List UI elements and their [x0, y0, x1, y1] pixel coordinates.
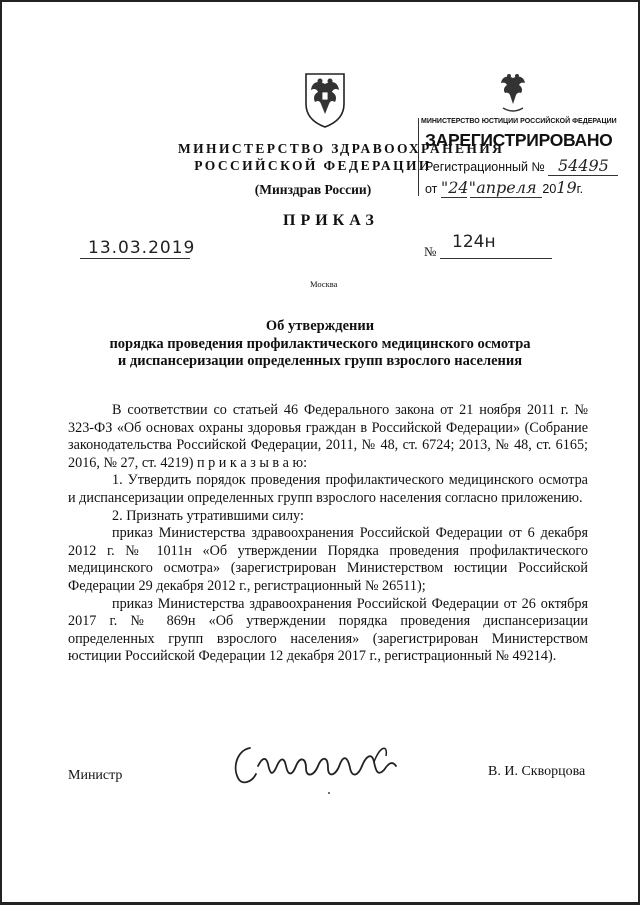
order-date: 13.03.2019: [88, 238, 196, 258]
stamp-date-suffix: г.: [576, 182, 584, 196]
order-body: [68, 402, 588, 666]
order-number-sign: №: [424, 244, 437, 259]
registration-stamp: [418, 118, 617, 197]
order-date-underline: [80, 258, 190, 259]
stamp-date: [425, 178, 583, 198]
body-paragraph-repealed2: приказ Министерства здравоохранения Российской Федерации от 26 октября 2017 г. № 869н «Об утверждении порядка проведения диспансеризации определенных групп взрослого населения» (зарегистрирован Министерством юстиции Российской Федерации 12 декабря 2017 г., регистрационный № 49214).: [68, 595, 588, 665]
body-paragraph-repealed1: приказ Министерства здравоохранения Российской Федерации от 6 декабря 2012 г. № 1011н «Об утверждении Порядка проведения профилактического медицинского осмотра» (зарегистрирован Министерством юстиции Российской Федерации 29 декабря 2012 г., регистрационный № 26511);: [68, 525, 588, 594]
stamp-status: ЗАРЕГИСТРИРОВАНО: [425, 130, 613, 150]
order-type-heading: ПРИКАЗ: [283, 212, 379, 229]
order-number-underline: [440, 258, 552, 259]
order-title: [100, 318, 540, 371]
stamp-date-year-prefix: 20: [542, 182, 557, 196]
stamp-reg-label: Регистрационный №: [425, 160, 545, 174]
ministry-line2: РОССИЙСКОЙ ФЕДЕРАЦИИ: [194, 158, 432, 173]
body-paragraph-preamble: В соответствии со статьей 46 Федерального закона от 21 ноября 2011 г. № 323-ФЗ «Об основах охраны здоровья граждан в Российской Федерации» (Собрание законодательства Российской Федерации, 2011, № 48, ст. 6724; 2013, № 48, ст. 6165; 2016, № 27, ст. 4219) п р и к а з ы в а ю:: [68, 402, 588, 471]
stamp-date-prefix: от: [425, 182, 438, 196]
scan-speck: [328, 792, 330, 794]
scan-edge-top: [0, 0, 640, 2]
handwritten-signature: [228, 736, 408, 794]
title-line1: Об утверждении: [265, 318, 375, 334]
stamp-date-month: апреля: [470, 178, 542, 198]
order-city: Москва: [310, 279, 338, 289]
stamp-organization: МИНИСТЕРСТВО ЮСТИЦИИ РОССИЙСКОЙ ФЕДЕРАЦИИ: [421, 118, 617, 125]
stamp-registration: [425, 156, 618, 176]
stamp-date-day: "24": [440, 178, 476, 197]
stamp-reg-number: 54495: [548, 156, 618, 176]
coat-of-arms-icon: [300, 70, 350, 130]
title-line3: и диспансеризации определенных групп взрослого населения: [117, 353, 523, 369]
stamp-emblem-icon: [493, 70, 533, 116]
signatory-position: Министр: [68, 768, 123, 783]
order-number: 124н: [452, 232, 496, 252]
signatory-name: В. И. Скворцова: [488, 764, 586, 779]
ministry-line1: МИНИСТЕРСТВО ЗДРАВООХРАНЕНИЯ: [178, 141, 505, 156]
title-line2: порядка проведения профилактического медицинского осмотра: [109, 335, 531, 352]
scan-edge-left: [0, 0, 2, 905]
body-paragraph-item2: 2. Признать утратившими силу:: [112, 507, 304, 524]
ministry-short-name: (Минздрав России): [254, 182, 372, 197]
stamp-date-year: 19: [556, 178, 577, 197]
body-paragraph-item1: 1. Утвердить порядок проведения профилактического медицинского осмотра и диспансеризации определенных групп взрослого населения согласно приложению.: [68, 472, 588, 506]
